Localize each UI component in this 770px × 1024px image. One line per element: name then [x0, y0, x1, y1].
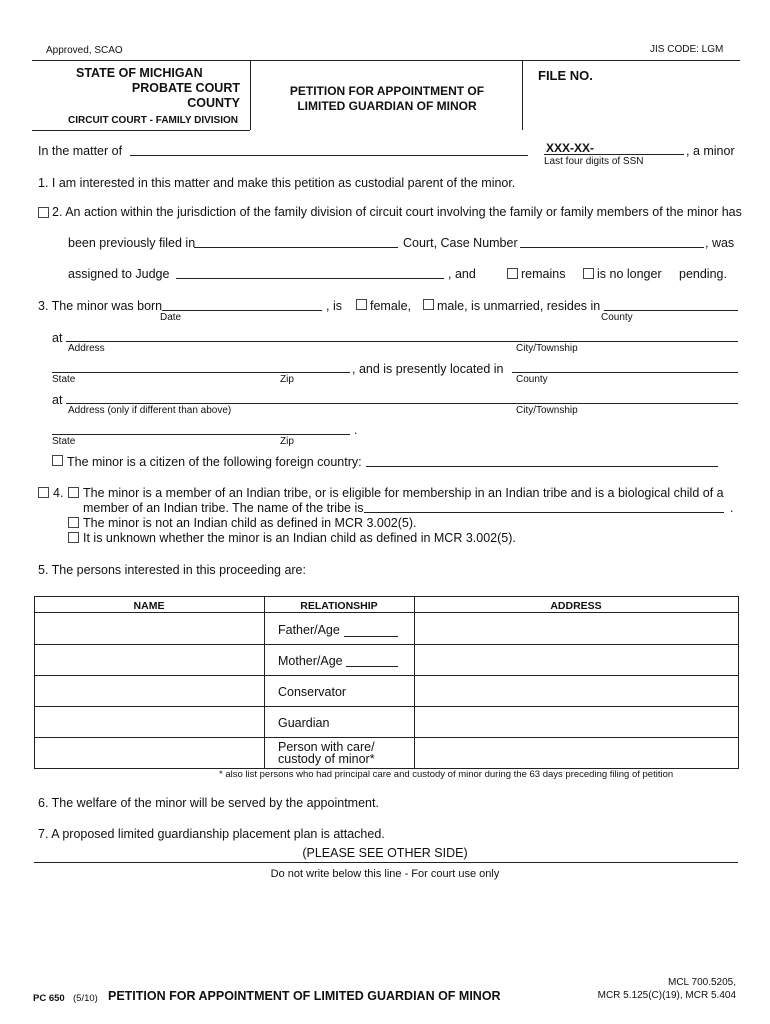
item-7: 7. A proposed limited guardianship placement plan is attached. — [38, 827, 385, 841]
judge-field[interactable] — [176, 278, 444, 279]
state-2-caption: State — [52, 436, 76, 447]
interested-persons-table — [34, 596, 739, 769]
at-label: at — [52, 331, 63, 345]
state-heading: STATE OF MICHIGAN — [76, 66, 203, 80]
address-2-caption: Address (only if different than above) — [68, 405, 232, 416]
court-use-note: Do not write below this line - For court use only — [270, 868, 500, 880]
birth-date-field[interactable] — [162, 310, 322, 311]
item-2-checkbox[interactable] — [38, 207, 49, 218]
tribe-name-field[interactable] — [364, 512, 724, 513]
header-address: ADDRESS — [550, 600, 602, 612]
item-2-text: 2. An action within the jurisdiction of the family division of circuit court involving the family or family members of the minor has — [52, 205, 742, 219]
item-1: 1. I am interested in this matter and make this petition as custodial parent of the minor. — [38, 176, 516, 190]
state-caption: State — [52, 374, 76, 385]
court-field[interactable] — [194, 247, 398, 248]
header-relationship: RELATIONSHIP — [300, 600, 378, 612]
located-label: , and is presently located in — [352, 362, 504, 376]
no-longer-label: is no longer — [597, 267, 662, 281]
remains-checkbox[interactable] — [507, 268, 518, 279]
state-zip-field[interactable] — [52, 372, 350, 373]
item-4-member-b: member of an Indian tribe. The name of the tribe is — [83, 501, 364, 515]
mother-age-field[interactable] — [346, 666, 398, 667]
minor-name-field[interactable] — [130, 155, 528, 156]
zip-2-caption: Zip — [280, 436, 294, 447]
address-caption: Address — [68, 343, 105, 354]
item-2-court-case: Court, Case Number — [403, 236, 518, 250]
ssn-caption: Last four digits of SSN — [544, 156, 644, 167]
item-2-filed-in: been previously filed in — [68, 236, 196, 250]
row-conservator: Conservator — [278, 685, 347, 699]
item-4-period: . — [730, 501, 734, 515]
state-zip-2-field[interactable] — [52, 434, 350, 435]
ssn-value: XXX-XX- — [546, 141, 595, 155]
table-footnote: * also list persons who had principal care and custody of minor during the 63 days preceding filing of petition — [219, 769, 674, 780]
item-4-checkbox[interactable] — [38, 487, 49, 498]
row-guardian: Guardian — [278, 716, 330, 730]
row-mother: Mother/Age — [278, 654, 343, 668]
address-field[interactable] — [66, 341, 738, 342]
item-3-born: 3. The minor was born — [38, 299, 163, 313]
citizen-label: The minor is a citizen of the following foreign country: — [67, 455, 362, 469]
item-6: 6. The welfare of the minor will be served by the appointment. — [38, 796, 379, 810]
county-heading: COUNTY — [187, 96, 240, 110]
address-2-field[interactable] — [66, 403, 738, 404]
row-custody-line1: Person with care/ — [278, 740, 375, 754]
indian-member-checkbox[interactable] — [68, 487, 79, 498]
case-number-field[interactable] — [520, 247, 704, 248]
footer-mcl: MCL 700.5205, — [667, 977, 736, 988]
probate-court-heading: PROBATE COURT — [131, 81, 240, 95]
row-father: Father/Age — [278, 623, 340, 637]
no-longer-checkbox[interactable] — [583, 268, 594, 279]
unknown-indian-checkbox[interactable] — [68, 532, 79, 543]
see-other-side: (PLEASE SEE OTHER SIDE) — [302, 846, 468, 860]
not-indian-label: The minor is not an Indian child as defined in MCR 3.002(5). — [83, 516, 417, 530]
residence-county-field[interactable] — [604, 310, 738, 311]
row-custody-line2: custody of minor* — [278, 752, 375, 766]
form-title-line1: PETITION FOR APPOINTMENT OF — [289, 84, 485, 98]
male-checkbox[interactable] — [423, 299, 434, 310]
remains-label: remains — [521, 267, 566, 281]
footer-title: PETITION FOR APPOINTMENT OF LIMITED GUARDIAN OF MINOR — [108, 989, 501, 1003]
female-label: female, — [370, 299, 411, 313]
form-revision: (5/10) — [73, 993, 98, 1004]
zip-caption: Zip — [280, 374, 294, 385]
county-caption-2: County — [516, 374, 548, 385]
jis-code: JIS CODE: LGM — [650, 44, 724, 55]
matter-label: In the matter of — [38, 144, 123, 158]
item-4-member-a: The minor is a member of an Indian tribe, or is eligible for membership in an Indian tribe and is a biological child of a — [83, 486, 724, 500]
country-field[interactable] — [366, 466, 718, 467]
item-5: 5. The persons interested in this proceeding are: — [38, 563, 306, 577]
period-3: . — [354, 423, 358, 437]
form-number: PC 650 — [33, 993, 65, 1004]
file-number-label: FILE NO. — [538, 68, 593, 83]
at-label-2: at — [52, 393, 63, 407]
form-title-line2: LIMITED GUARDIAN OF MINOR — [297, 99, 477, 113]
a-minor-text: , a minor — [686, 144, 735, 158]
footer-mcr: MCR 5.125(C)(19), MCR 5.404 — [597, 990, 736, 1001]
citizen-checkbox[interactable] — [52, 455, 63, 466]
county-caption: County — [601, 312, 633, 323]
male-label: male, is unmarried, resides in — [437, 299, 601, 313]
circuit-court-heading: CIRCUIT COURT - FAMILY DIVISION — [68, 115, 239, 126]
located-county-field[interactable] — [512, 372, 738, 373]
unknown-indian-label: It is unknown whether the minor is an Indian child as defined in MCR 3.002(5). — [83, 531, 516, 545]
ssn-field[interactable] — [544, 154, 684, 155]
item-2-was: , was — [705, 236, 735, 250]
not-indian-checkbox[interactable] — [68, 517, 79, 528]
item-4-number: 4. — [53, 486, 64, 500]
approval-note: Approved, SCAO — [46, 45, 123, 56]
city-caption: City/Township — [516, 343, 578, 354]
father-age-field[interactable] — [344, 636, 398, 637]
item-3-is: , is — [326, 299, 342, 313]
pending-label: pending. — [679, 267, 727, 281]
item-2-assigned: assigned to Judge — [68, 267, 170, 281]
city-2-caption: City/Township — [516, 405, 578, 416]
female-checkbox[interactable] — [356, 299, 367, 310]
date-caption: Date — [160, 312, 182, 323]
item-2-and: , and — [448, 267, 476, 281]
header-name: NAME — [133, 600, 165, 612]
